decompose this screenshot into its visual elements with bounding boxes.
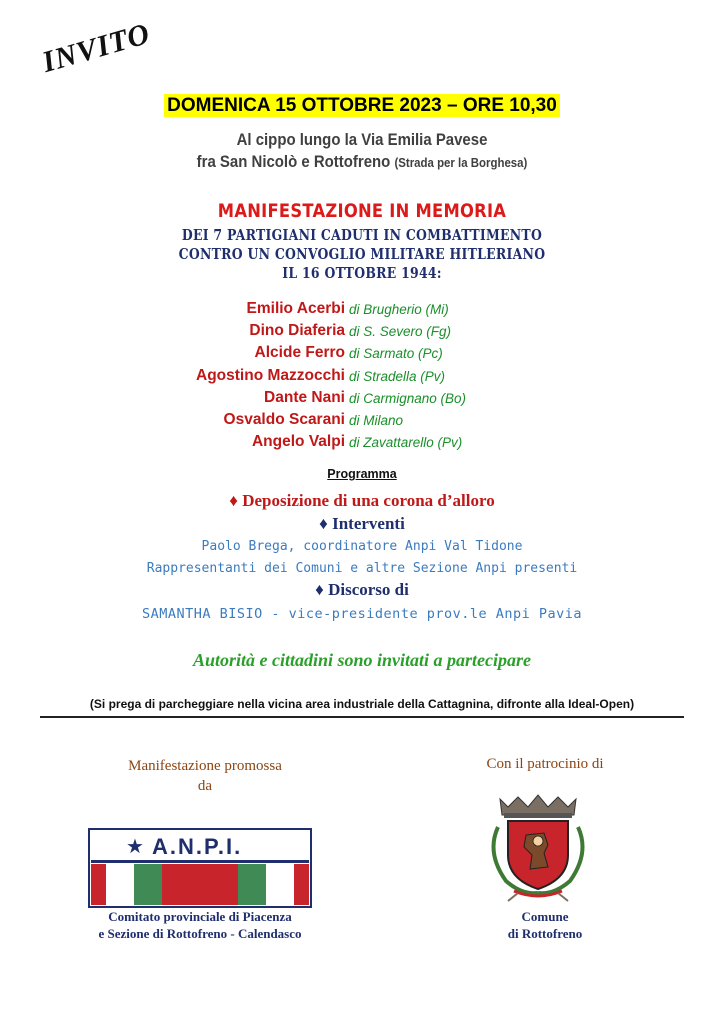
partisan-row bbox=[0, 367, 724, 389]
event-date bbox=[0, 95, 724, 117]
programma-item-wreath: ♦ Deposizione di una corona d’alloro bbox=[229, 491, 495, 510]
speaker-1: Paolo Brega, coordinatore Anpi Val Tidone bbox=[201, 539, 523, 554]
promoted-by bbox=[110, 756, 300, 796]
patronage-label: Con il patrocinio di bbox=[486, 756, 604, 772]
parking-note: (Si prega di parcheggiare nella vicina area industriale della Cattagnina, difronte alla Ideal-Open) bbox=[89, 697, 635, 711]
partisan-name: Agostino Mazzocchi bbox=[196, 367, 345, 384]
speaker-3: SAMANTHA BISIO - vice-presidente prov.le Anpi Pavia bbox=[141, 606, 582, 622]
anpi-logo bbox=[88, 828, 312, 908]
programma-title: Programma bbox=[327, 467, 397, 481]
comune-caption-line-1: Comune bbox=[521, 909, 569, 924]
partisan-origin: di Brugherio (Mi) bbox=[349, 302, 449, 317]
comune-caption bbox=[470, 908, 620, 942]
partisan-row bbox=[0, 411, 724, 433]
invito-title: INVITO bbox=[38, 16, 154, 80]
comune-caption-line-2: di Rottofreno bbox=[507, 926, 583, 941]
headline: MANIFESTAZIONE IN MEMORIA bbox=[217, 200, 507, 222]
subheadline-1: DEI 7 PARTIGIANI CADUTI IN COMBATTIMENTO bbox=[181, 227, 543, 244]
anpi-caption bbox=[60, 908, 340, 942]
divider bbox=[40, 716, 684, 718]
anpi-caption-line-2: e Sezione di Rottofreno - Calendasco bbox=[98, 926, 302, 941]
subheadline-3: IL 16 OTTOBRE 1944: bbox=[282, 265, 442, 282]
location-line-2 bbox=[43, 152, 680, 172]
location-line-1: Al cippo lungo la Via Emilia Pavese bbox=[236, 130, 488, 149]
partisan-row bbox=[0, 300, 724, 322]
promoted-line-1: Manifestazione promossa bbox=[128, 758, 282, 774]
star-icon: ★ bbox=[126, 836, 144, 858]
promoted-line-2: da bbox=[197, 778, 213, 794]
partisan-name: Dante Nani bbox=[264, 389, 345, 406]
partisan-origin: di S. Severo (Fg) bbox=[349, 324, 452, 339]
partisan-row bbox=[0, 322, 724, 344]
invitation-line: Autorità e cittadini sono invitati a partecipare bbox=[192, 650, 532, 670]
programma-item-speeches: ♦ Interventi bbox=[319, 514, 405, 533]
coat-of-arms-icon bbox=[478, 793, 598, 903]
partisan-origin: di Carmignano (Bo) bbox=[349, 391, 467, 406]
partisan-name: Dino Diaferia bbox=[249, 322, 345, 339]
anpi-logo-text: A.N.P.I. bbox=[152, 834, 243, 859]
programma-item-discourse: ♦ Discorso di bbox=[315, 580, 409, 599]
partisan-origin: di Milano bbox=[349, 413, 404, 428]
partisan-name: Alcide Ferro bbox=[254, 344, 345, 361]
partisan-origin: di Sarmato (Pc) bbox=[349, 346, 443, 361]
partisan-name: Angelo Valpi bbox=[251, 433, 345, 450]
location-line-2-text: fra San Nicolò e Rottofreno bbox=[196, 152, 391, 171]
subheadline-2: CONTRO UN CONVOGLIO MILITARE HITLERIANO bbox=[178, 246, 546, 263]
location-note: (Strada per la Borghesa) bbox=[394, 155, 528, 170]
event-date-text: DOMENICA 15 OTTOBRE 2023 – ORE 10,30 bbox=[164, 94, 560, 117]
speaker-2: Rappresentanti dei Comuni e altre Sezione Anpi presenti bbox=[146, 561, 578, 576]
partisan-name: Emilio Acerbi bbox=[246, 300, 345, 317]
partisan-name: Osvaldo Scarani bbox=[223, 411, 345, 428]
partisan-row bbox=[0, 433, 724, 455]
partisan-origin: di Stradella (Pv) bbox=[349, 369, 446, 384]
anpi-caption-line-1: Comitato provinciale di Piacenza bbox=[108, 909, 292, 924]
partisan-origin: di Zavattarello (Pv) bbox=[349, 435, 463, 450]
partisan-row bbox=[0, 389, 724, 411]
partisan-row bbox=[0, 344, 724, 366]
